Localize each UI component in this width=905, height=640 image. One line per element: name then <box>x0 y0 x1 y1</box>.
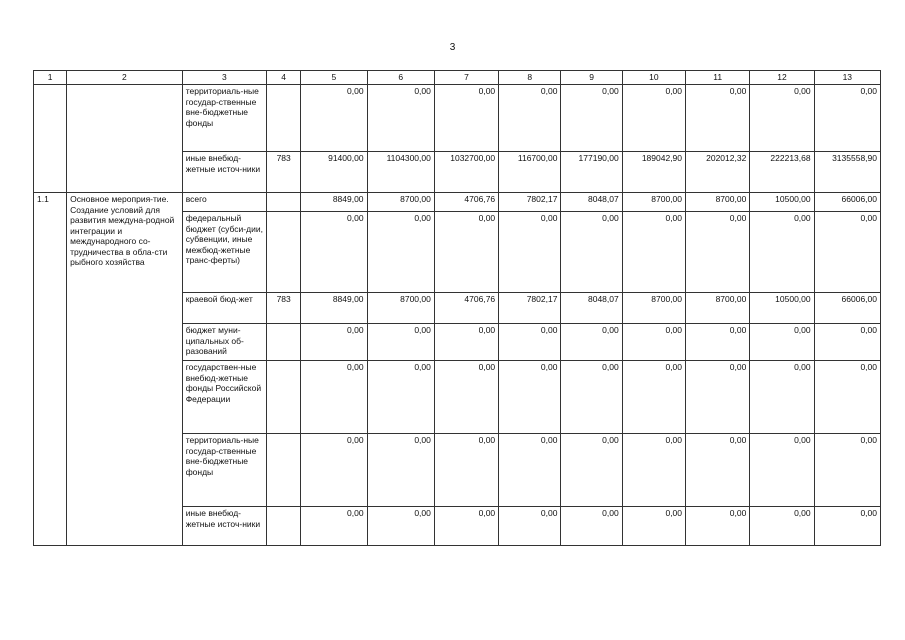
code-cell: 783 <box>267 293 301 324</box>
value-cell: 4706,76 <box>434 293 498 324</box>
column-header-6: 6 <box>367 71 434 85</box>
value-cell: 3135558,90 <box>814 152 880 193</box>
value-cell: 202012,32 <box>686 152 750 193</box>
funding-source-cell: всего <box>182 193 266 212</box>
column-header-1: 1 <box>34 71 67 85</box>
column-header-9: 9 <box>561 71 622 85</box>
value-cell: 91400,00 <box>301 152 367 193</box>
value-cell: 189042,90 <box>622 152 685 193</box>
code-cell <box>267 193 301 212</box>
value-cell: 0,00 <box>686 324 750 361</box>
value-cell: 0,00 <box>686 85 750 152</box>
value-cell: 8700,00 <box>367 193 434 212</box>
value-cell: 0,00 <box>814 507 880 546</box>
code-cell <box>267 507 301 546</box>
value-cell: 8700,00 <box>686 293 750 324</box>
value-cell: 0,00 <box>434 361 498 434</box>
value-cell: 0,00 <box>434 507 498 546</box>
event-number-cell: 1.1 <box>34 193 67 546</box>
column-header-3: 3 <box>182 71 266 85</box>
funding-source-cell: территориаль-ные государ-ственные вне-бюджетные фонды <box>182 85 266 152</box>
funding-source-cell: федеральный бюджет (субси-дии, субвенции, иные межбюд-жетные транс-ферты) <box>182 212 266 293</box>
value-cell: 0,00 <box>750 507 814 546</box>
value-cell: 0,00 <box>301 507 367 546</box>
value-cell: 0,00 <box>499 324 561 361</box>
value-cell: 0,00 <box>301 324 367 361</box>
value-cell: 0,00 <box>686 434 750 507</box>
value-cell: 0,00 <box>622 212 685 293</box>
continued-number-cell <box>34 85 67 193</box>
value-cell: 0,00 <box>499 434 561 507</box>
budget-table <box>33 70 881 546</box>
value-cell: 0,00 <box>622 361 685 434</box>
value-cell: 8048,07 <box>561 193 622 212</box>
table-row <box>34 193 881 212</box>
value-cell: 177190,00 <box>561 152 622 193</box>
value-cell: 0,00 <box>499 85 561 152</box>
value-cell: 0,00 <box>367 361 434 434</box>
value-cell: 0,00 <box>814 361 880 434</box>
value-cell: 8048,07 <box>561 293 622 324</box>
column-header-8: 8 <box>499 71 561 85</box>
value-cell: 1104300,00 <box>367 152 434 193</box>
value-cell: 0,00 <box>301 85 367 152</box>
value-cell: 8849,00 <box>301 193 367 212</box>
value-cell: 0,00 <box>499 507 561 546</box>
value-cell: 0,00 <box>814 434 880 507</box>
continued-name-cell <box>67 85 183 193</box>
value-cell: 0,00 <box>686 361 750 434</box>
value-cell: 0,00 <box>750 212 814 293</box>
value-cell: 66006,00 <box>814 193 880 212</box>
funding-source-cell: территориаль-ные государ-ственные вне-бюджетные фонды <box>182 434 266 507</box>
funding-source-cell: краевой бюд-жет <box>182 293 266 324</box>
value-cell: 0,00 <box>622 85 685 152</box>
value-cell: 0,00 <box>367 212 434 293</box>
value-cell: 0,00 <box>434 324 498 361</box>
value-cell: 0,00 <box>561 212 622 293</box>
code-cell <box>267 85 301 152</box>
value-cell: 0,00 <box>499 361 561 434</box>
value-cell: 0,00 <box>561 361 622 434</box>
code-cell <box>267 212 301 293</box>
column-header-13: 13 <box>814 71 880 85</box>
value-cell: 0,00 <box>686 507 750 546</box>
value-cell: 0,00 <box>561 507 622 546</box>
code-cell <box>267 434 301 507</box>
value-cell: 0,00 <box>750 85 814 152</box>
value-cell: 0,00 <box>814 85 880 152</box>
value-cell: 0,00 <box>367 324 434 361</box>
value-cell: 7802,17 <box>499 293 561 324</box>
value-cell: 0,00 <box>561 85 622 152</box>
value-cell: 66006,00 <box>814 293 880 324</box>
column-header-4: 4 <box>267 71 301 85</box>
header-row <box>34 71 881 85</box>
column-header-12: 12 <box>750 71 814 85</box>
code-cell: 783 <box>267 152 301 193</box>
code-cell <box>267 324 301 361</box>
table-row <box>34 85 881 152</box>
value-cell: 0,00 <box>434 434 498 507</box>
event-name-cell: Основное мероприя-тие. Создание условий для развития междуна-родной интеграции и международного со-трудничества в обла-сти рыбного хозяйства <box>67 193 183 546</box>
value-cell: 0,00 <box>561 434 622 507</box>
value-cell: 10500,00 <box>750 193 814 212</box>
value-cell: 0,00 <box>367 434 434 507</box>
funding-source-cell: государствен-ные внебюд-жетные фонды Российской Федерации <box>182 361 266 434</box>
code-cell <box>267 361 301 434</box>
value-cell: 0,00 <box>814 212 880 293</box>
value-cell: 0,00 <box>367 85 434 152</box>
value-cell: 0,00 <box>434 212 498 293</box>
column-header-11: 11 <box>686 71 750 85</box>
value-cell: 8700,00 <box>367 293 434 324</box>
value-cell: 222213,68 <box>750 152 814 193</box>
value-cell: 0,00 <box>622 434 685 507</box>
value-cell: 0,00 <box>561 324 622 361</box>
column-header-5: 5 <box>301 71 367 85</box>
value-cell: 8700,00 <box>622 193 685 212</box>
value-cell: 0,00 <box>301 434 367 507</box>
value-cell: 116700,00 <box>499 152 561 193</box>
value-cell: 10500,00 <box>750 293 814 324</box>
value-cell: 0,00 <box>622 507 685 546</box>
value-cell: 8700,00 <box>686 193 750 212</box>
value-cell: 0,00 <box>301 212 367 293</box>
value-cell: 4706,76 <box>434 193 498 212</box>
column-header-7: 7 <box>434 71 498 85</box>
value-cell: 8849,00 <box>301 293 367 324</box>
value-cell: 0,00 <box>750 324 814 361</box>
page-number: 3 <box>449 42 456 53</box>
funding-source-cell: иные внебюд-жетные источ-ники <box>182 152 266 193</box>
value-cell: 0,00 <box>750 361 814 434</box>
value-cell: 0,00 <box>301 361 367 434</box>
value-cell: 0,00 <box>686 212 750 293</box>
value-cell: 1032700,00 <box>434 152 498 193</box>
funding-source-cell: иные внебюд-жетные источ-ники <box>182 507 266 546</box>
value-cell: 0,00 <box>814 324 880 361</box>
funding-source-cell: бюджет муни-ципальных об-разований <box>182 324 266 361</box>
value-cell: 0,00 <box>499 212 561 293</box>
value-cell: 0,00 <box>367 507 434 546</box>
column-header-10: 10 <box>622 71 685 85</box>
table-body <box>34 85 881 546</box>
column-header-2: 2 <box>67 71 183 85</box>
value-cell: 8700,00 <box>622 293 685 324</box>
value-cell: 0,00 <box>622 324 685 361</box>
value-cell: 7802,17 <box>499 193 561 212</box>
value-cell: 0,00 <box>434 85 498 152</box>
value-cell: 0,00 <box>750 434 814 507</box>
